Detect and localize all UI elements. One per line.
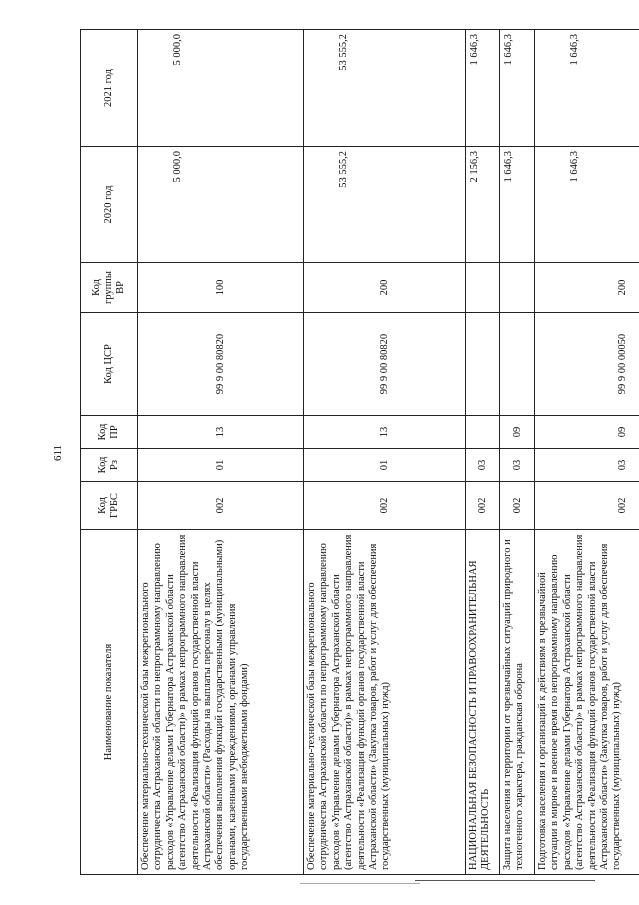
row-name: Обеспечение материально-технической базы межрегионального сотрудничества Астраханской области по непрограммному направлению расходов «Управление делами Губернатора Астраханской области (агентство Астраханской области)» в рамках непрограммного направления деятельности «Реализация функций органов государственной власти Астраханской области» (Расходы на выплаты персоналу в целях обеспечения выполнения функций государственными (муниципальными) органами, казенными учреждениями, органами управления государственными внебюджетными фондами): [138, 530, 304, 875]
row-csr: 99 9 00 80820: [304, 313, 466, 416]
rotated-table-container: [80, 30, 628, 875]
header-name: Наименование показателя: [81, 530, 138, 875]
row-grbs: 002: [304, 482, 466, 530]
header-vr: Код группы ВР: [81, 263, 138, 313]
row-grbs: 002: [500, 482, 535, 530]
row-2021: 1 646,3: [466, 30, 500, 147]
row-vr: [466, 263, 500, 313]
row-rz: 03: [466, 449, 500, 482]
table-row: [500, 30, 535, 875]
row-vr: [500, 263, 535, 313]
row-name: Подготовка населения и организаций к действиям в чрезвычайной ситуации в мирное и военное время по непрограммному направлению расходов «Управление делами Губернатора Астраханской области (агентство Астраханской области)» в рамках непрограммного направления деятельности «Реализация функций органов государственной власти Астраханской области» (Закупка товаров, работ и услуг для обеспечения государственных (муниципальных) нужд): [535, 530, 639, 875]
row-pr: 13: [304, 416, 466, 449]
row-2021: 5 000,0: [138, 30, 304, 147]
header-row: [81, 30, 138, 875]
table-row: [535, 30, 639, 875]
row-name: НАЦИОНАЛЬНАЯ БЕЗОПАСНОСТЬ И ПРАВООХРАНИТЕЛЬНАЯ ДЕЯТЕЛЬНОСТЬ: [466, 530, 500, 875]
row-vr: 200: [535, 263, 639, 313]
row-grbs: 002: [466, 482, 500, 530]
row-rz: 03: [500, 449, 535, 482]
row-vr: 100: [138, 263, 304, 313]
row-csr: 99 9 00 00050: [535, 313, 639, 416]
table-row: [304, 30, 466, 875]
row-name: Защита населения и территории от чрезвычайных ситуаций природного и техногенного характера, гражданская оборона: [500, 530, 535, 875]
row-rz: 01: [304, 449, 466, 482]
row-name: Обеспечение материально-технической базы межрегионального сотрудничества Астраханской области по непрограммному направлению расходов «Управление делами Губернатора Астраханской области (агентство Астраханской области)» в рамках непрограммного направления деятельности «Реализация функций органов государственной власти Астраханской области» (Закупка товаров, работ и услуг для обеспечения государственных (муниципальных) нужд): [304, 530, 466, 875]
row-csr: [500, 313, 535, 416]
page-number: 611: [52, 444, 64, 462]
row-pr: 09: [500, 416, 535, 449]
scan-edge-line-faint: [300, 883, 420, 884]
header-2021: 2021 год: [81, 30, 138, 147]
row-2020: 1 646,3: [500, 147, 535, 263]
row-rz: 03: [535, 449, 639, 482]
scan-edge-line: [415, 880, 595, 881]
row-csr: 99 9 00 80820: [138, 313, 304, 416]
header-csr: Код ЦСР: [81, 313, 138, 416]
table-row: [466, 30, 500, 875]
header-grbs: Код ГРБС: [81, 482, 138, 530]
row-grbs: 002: [138, 482, 304, 530]
row-2020: 5 000,0: [138, 147, 304, 263]
header-pr: Код ПР: [81, 416, 138, 449]
row-rz: 01: [138, 449, 304, 482]
budget-table: [80, 29, 639, 875]
row-pr: [466, 416, 500, 449]
row-2020: 53 555,2: [304, 147, 466, 263]
header-rz: Код Рз: [81, 449, 138, 482]
row-grbs: 002: [535, 482, 639, 530]
row-csr: [466, 313, 500, 416]
header-2020: 2020 год: [81, 147, 138, 263]
row-2021: 53 555,2: [304, 30, 466, 147]
row-2020: 2 156,3: [466, 147, 500, 263]
row-2021: 1 646,3: [500, 30, 535, 147]
row-vr: 200: [304, 263, 466, 313]
table-row: [138, 30, 304, 875]
row-2020: 1 646,3: [535, 147, 639, 263]
row-pr: 13: [138, 416, 304, 449]
row-pr: 09: [535, 416, 639, 449]
row-2021: 1 646,3: [535, 30, 639, 147]
